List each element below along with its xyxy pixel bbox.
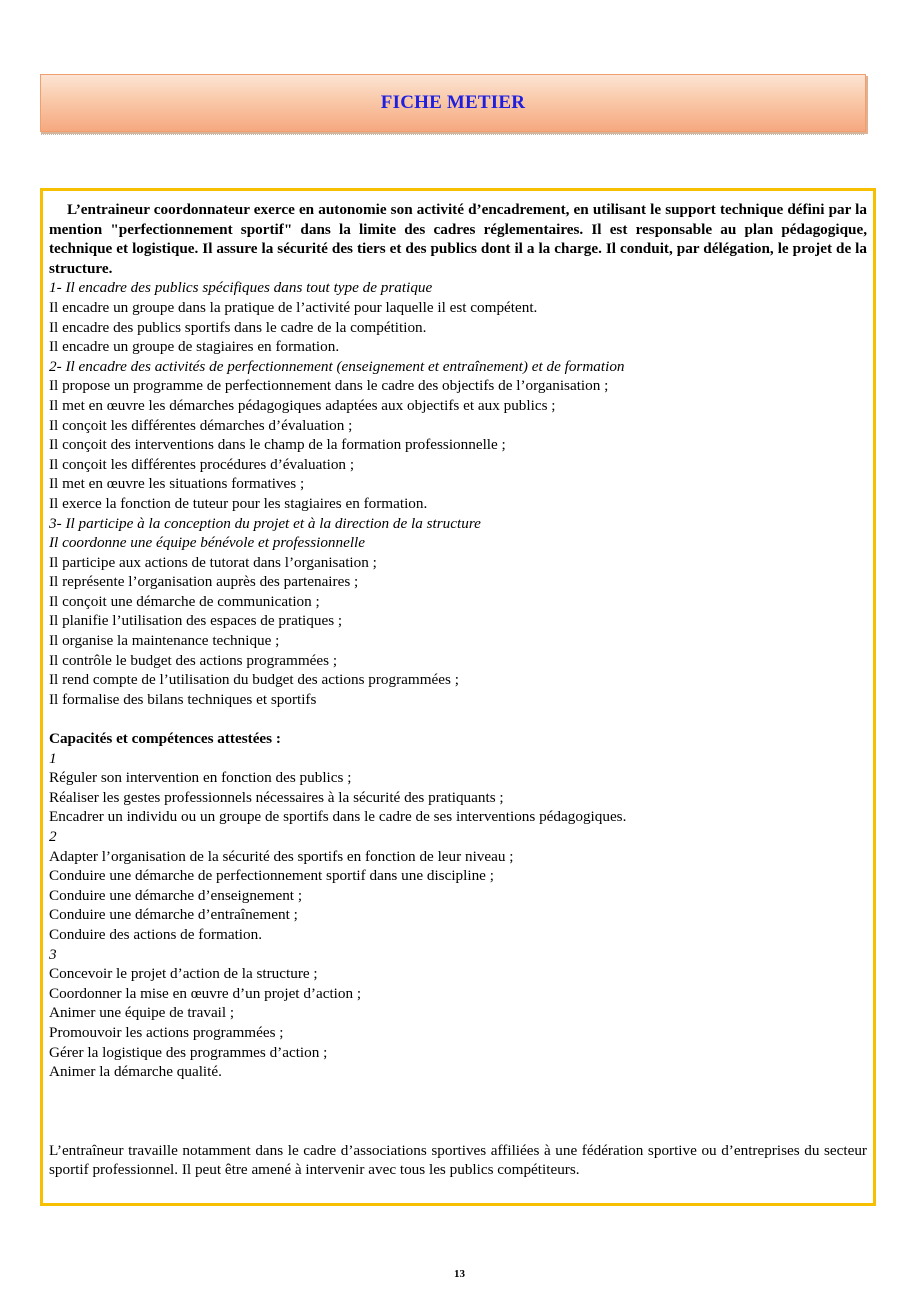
group-number: 1 [49,749,57,767]
list-item: Réguler son intervention en fonction des publics ; [49,769,352,787]
list-item: Il exerce la fonction de tuteur pour les stagiaires en formation. [49,494,428,512]
list-item: Il conçoit une démarche de communication ; [49,592,320,610]
list-item: Il conçoit les différentes démarches d’évaluation ; [49,416,353,434]
title-banner [40,74,866,132]
list-item: Animer une équipe de travail ; [49,1004,235,1022]
list-item: Il propose un programme de perfectionnement dans le cadre des objectifs de l’organisation ; [49,377,609,395]
list-item: Il formalise des bilans techniques et sportifs [49,690,317,708]
section-heading: 1- Il encadre des publics spécifiques dans tout type de pratique [49,279,433,297]
group-number: 3 [49,945,57,963]
page-title: FICHE METIER [380,92,526,113]
spacer [49,1082,867,1141]
section-heading: 3- Il participe à la conception du projet et à la direction de la structure [49,514,481,532]
list-item: Conduire des actions de formation. [49,925,262,943]
list-item: Il contrôle le budget des actions programmées ; [49,651,338,669]
list-item: Réaliser les gestes professionnels nécessaires à la sécurité des pratiquants ; [49,788,504,806]
list-item: Il organise la maintenance technique ; [49,632,280,650]
list-item: Il participe aux actions de tutorat dans l’organisation ; [49,553,377,571]
list-item: Conduire une démarche d’enseignement ; [49,886,303,904]
list-item: Promouvoir les actions programmées ; [49,1023,284,1041]
list-item: Il rend compte de l’utilisation du budget des actions programmées ; [49,671,459,689]
list-item: Conduire une démarche d’entraînement ; [49,906,298,924]
intro-paragraph: L’entraineur coordonnateur exerce en autonomie son activité d’encadrement, en utilisant le support technique défini par la mention "perfectionnement sportif" dans la limite des cadres réglementaires. Il est responsable au plan pédagogique, technique et logistique. Il assure la sécurité des tiers et des publics dont il a la charge. Il conduit, par délégation, le projet de la structure. [49,201,867,277]
list-item: Adapter l’organisation de la sécurité des sportifs en fonction de leur niveau ; [49,847,514,865]
job-description-box [40,188,876,1206]
list-item: Il conçoit des interventions dans le champ de la formation professionnelle ; [49,436,506,454]
list-item: Il met en œuvre les situations formatives ; [49,475,305,493]
list-item: Il encadre un groupe de stagiaires en formation. [49,338,340,356]
spacer [49,709,867,729]
section-subheading: Il coordonne une équipe bénévole et professionnelle [49,534,366,552]
list-item: Conduire une démarche de perfectionnement sportif dans une discipline ; [49,867,494,885]
list-item: Il conçoit les différentes procédures d’évaluation ; [49,455,355,473]
group-number: 2 [49,828,57,845]
list-item: Gérer la logistique des programmes d’action ; [49,1043,328,1061]
list-item: Animer la démarche qualité. [49,1063,222,1081]
list-item: Il met en œuvre les démarches pédagogiques adaptées aux objectifs et aux publics ; [49,396,556,414]
list-item: Il représente l’organisation auprès des partenaires ; [49,573,359,591]
page-number: 13 [454,1268,465,1280]
capacities-title: Capacités et compétences attestées : [49,730,281,748]
list-item: Il planifie l’utilisation des espaces de pratiques ; [49,612,343,630]
list-item: Il encadre un groupe dans la pratique de l’activité pour laquelle il est compétent. [49,298,538,316]
list-item: Coordonner la mise en œuvre d’un projet d’action ; [49,984,362,1002]
list-item: Il encadre des publics sportifs dans le cadre de la compétition. [49,318,427,336]
list-item: Concevoir le projet d’action de la structure ; [49,965,318,983]
closing-paragraph: L’entraîneur travaille notamment dans le cadre d’associations sportives affiliées à une fédération sportive ou d’entreprises du secteur sportif professionnel. Il peut être amené à intervenir avec tous les publics compétiteurs. [49,1141,867,1179]
section-heading: 2- Il encadre des activités de perfectionnement (enseignement et entraînement) et de formation [49,357,625,375]
list-item: Encadrer un individu ou un groupe de sportifs dans le cadre de ses interventions pédagogiques. [49,808,627,826]
